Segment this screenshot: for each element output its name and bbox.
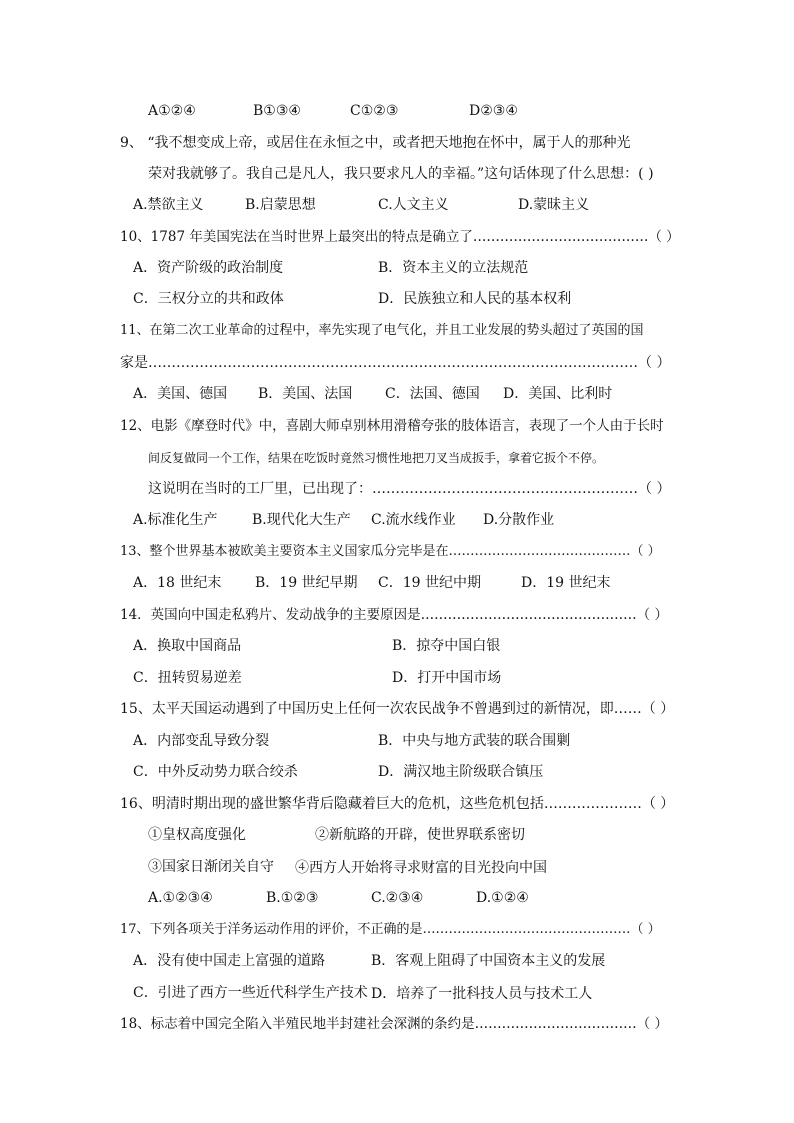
q12-option-d: D.分散作业 [483,512,555,528]
q12-stem-line-3: 这说明在当时的工厂里，已出现了：…………………………………………………（ ） [148,481,671,497]
q15-stem: 15、太平天国运动遇到了中国历史上任何一次农民战争不曾遇到过的新情况，即……（ ） [120,701,675,717]
q10-option-b: B．资本主义的立法规范 [378,260,529,276]
q16-item-3: ③国家日渐闭关自守 [148,859,274,875]
q8-option-a: A①②④ [148,103,196,119]
q17-stem: 17、下列各项关于洋务运动作用的评价，不正确的是…………………………………………（ ） [120,922,661,937]
q16-option-b: B.①②③ [266,890,319,906]
q12-stem-line-1: 12、电影《摩登时代》中，喜剧大师卓别林用滑稽夸张的肢体语言，表现了一个人由于长时 [120,418,664,434]
q16-item-1: ①皇权高度强化 [148,827,246,843]
q9-option-a: A.禁欲主义 [133,197,204,213]
q17-option-d: D．培养了一批科技人员与技术工人 [371,986,593,1002]
q17-option-b: B．客观上阻碍了中国资本主义的发展 [371,953,606,969]
q11-stem-line-1: 11、在第二次工业革命的过程中，率先实现了电气化，并且工业发展的势头超过了英国的国 [120,323,644,338]
q11-option-d: D．美国、比利时 [503,386,613,402]
q12-option-b: B.现代化大生产 [252,512,351,528]
q9-stem-line-2: 荣对我就够了。我自己是凡人，我只要求凡人的幸福。”这句话体现了什么思想：( ) [148,166,654,182]
q8-option-c: C①②③ [350,103,399,119]
q14-option-b: B．掠夺中国白银 [392,638,501,654]
q13-option-c: C．19 世纪中期 [378,575,481,591]
q16-item-2: ②新航路的开辟，使世界联系密切 [315,827,525,843]
q16-option-a: A.①②③④ [148,890,213,906]
q15-option-a: A．内部变乱导致分裂 [133,733,270,749]
q14-stem: 14．英国向中国走私鸦片、发动战争的主要原因是…………………………………………（ ） [120,607,668,623]
q16-option-c: C.②③④ [371,890,424,906]
q14-option-c: C．扭转贸易逆差 [133,670,242,686]
q11-stem-line-2: 家是……………………………………………………………………………………………（ ） [120,355,671,371]
q17-option-c: C．引进了西方一些近代科学生产技术 [133,985,368,1001]
q10-option-a: A．资产阶级的政治制度 [133,260,284,276]
q15-option-b: B．中央与地方武装的联合围剿 [378,733,571,749]
q18-stem: 18、标志着中国完全陷入半殖民地半封建社会深渊的条约是………………………………（ ） [120,1016,668,1032]
q15-option-c: C．中外反动势力联合绞杀 [133,764,298,780]
q13-option-b: B．19 世纪早期 [255,575,358,591]
q11-option-a: A．美国、德国 [133,386,228,402]
q14-option-d: D．打开中国市场 [392,670,502,686]
q11-option-c: C．法国、德国 [385,386,480,402]
q16-stem: 16、明清时期出现的盛世繁华背后隐藏着巨大的危机，这些危机包括…………………（ ） [120,796,675,812]
q13-option-a: A．18 世纪末 [133,575,222,591]
q10-stem: 10、1787 年美国宪法在当时世界上最突出的特点是确立了…………………………………（ ） [120,229,680,245]
q11-option-b: B．美国、法国 [258,386,353,402]
q8-option-b: B①③④ [253,103,301,119]
q10-option-d: D．民族独立和人民的基本权利 [378,291,572,307]
q16-option-d: D.①②④ [476,890,529,906]
q9-option-c: C.人文主义 [378,197,449,213]
q13-stem: 13、整个世界基本被欧美主要资本主义国家瓜分完毕是在……………………………………（ ） [120,544,661,559]
q8-option-d: D②③④ [469,103,518,119]
q15-option-d: D．满汉地主阶级联合镇压 [378,764,544,780]
q17-option-a: A．没有使中国走上富强的道路 [133,953,326,969]
q9-option-b: B.启蒙思想 [245,197,316,213]
q12-option-c: C.流水线作业 [371,512,456,528]
q14-option-a: A．换取中国商品 [133,638,242,654]
q16-item-4: ④西方人开始将寻求财富的目光投向中国 [295,860,547,876]
q12-option-a: A.标准化生产 [133,512,218,528]
q10-option-c: C．三权分立的共和政体 [133,291,284,307]
q13-option-d: D．19 世纪末 [521,575,611,591]
q12-stem-line-2: 间反复做同一个工作，结果在吃饭时竟然习惯性地把刀叉当成扳手，拿着它扳个不停。 [148,451,605,465]
q9-stem-line-1: 9、 “我不想变成上帝，或居住在永恒之中，或者把天地抱在怀中，属于人的那种光 [120,135,631,151]
q9-option-d: D.蒙昧主义 [518,197,590,213]
